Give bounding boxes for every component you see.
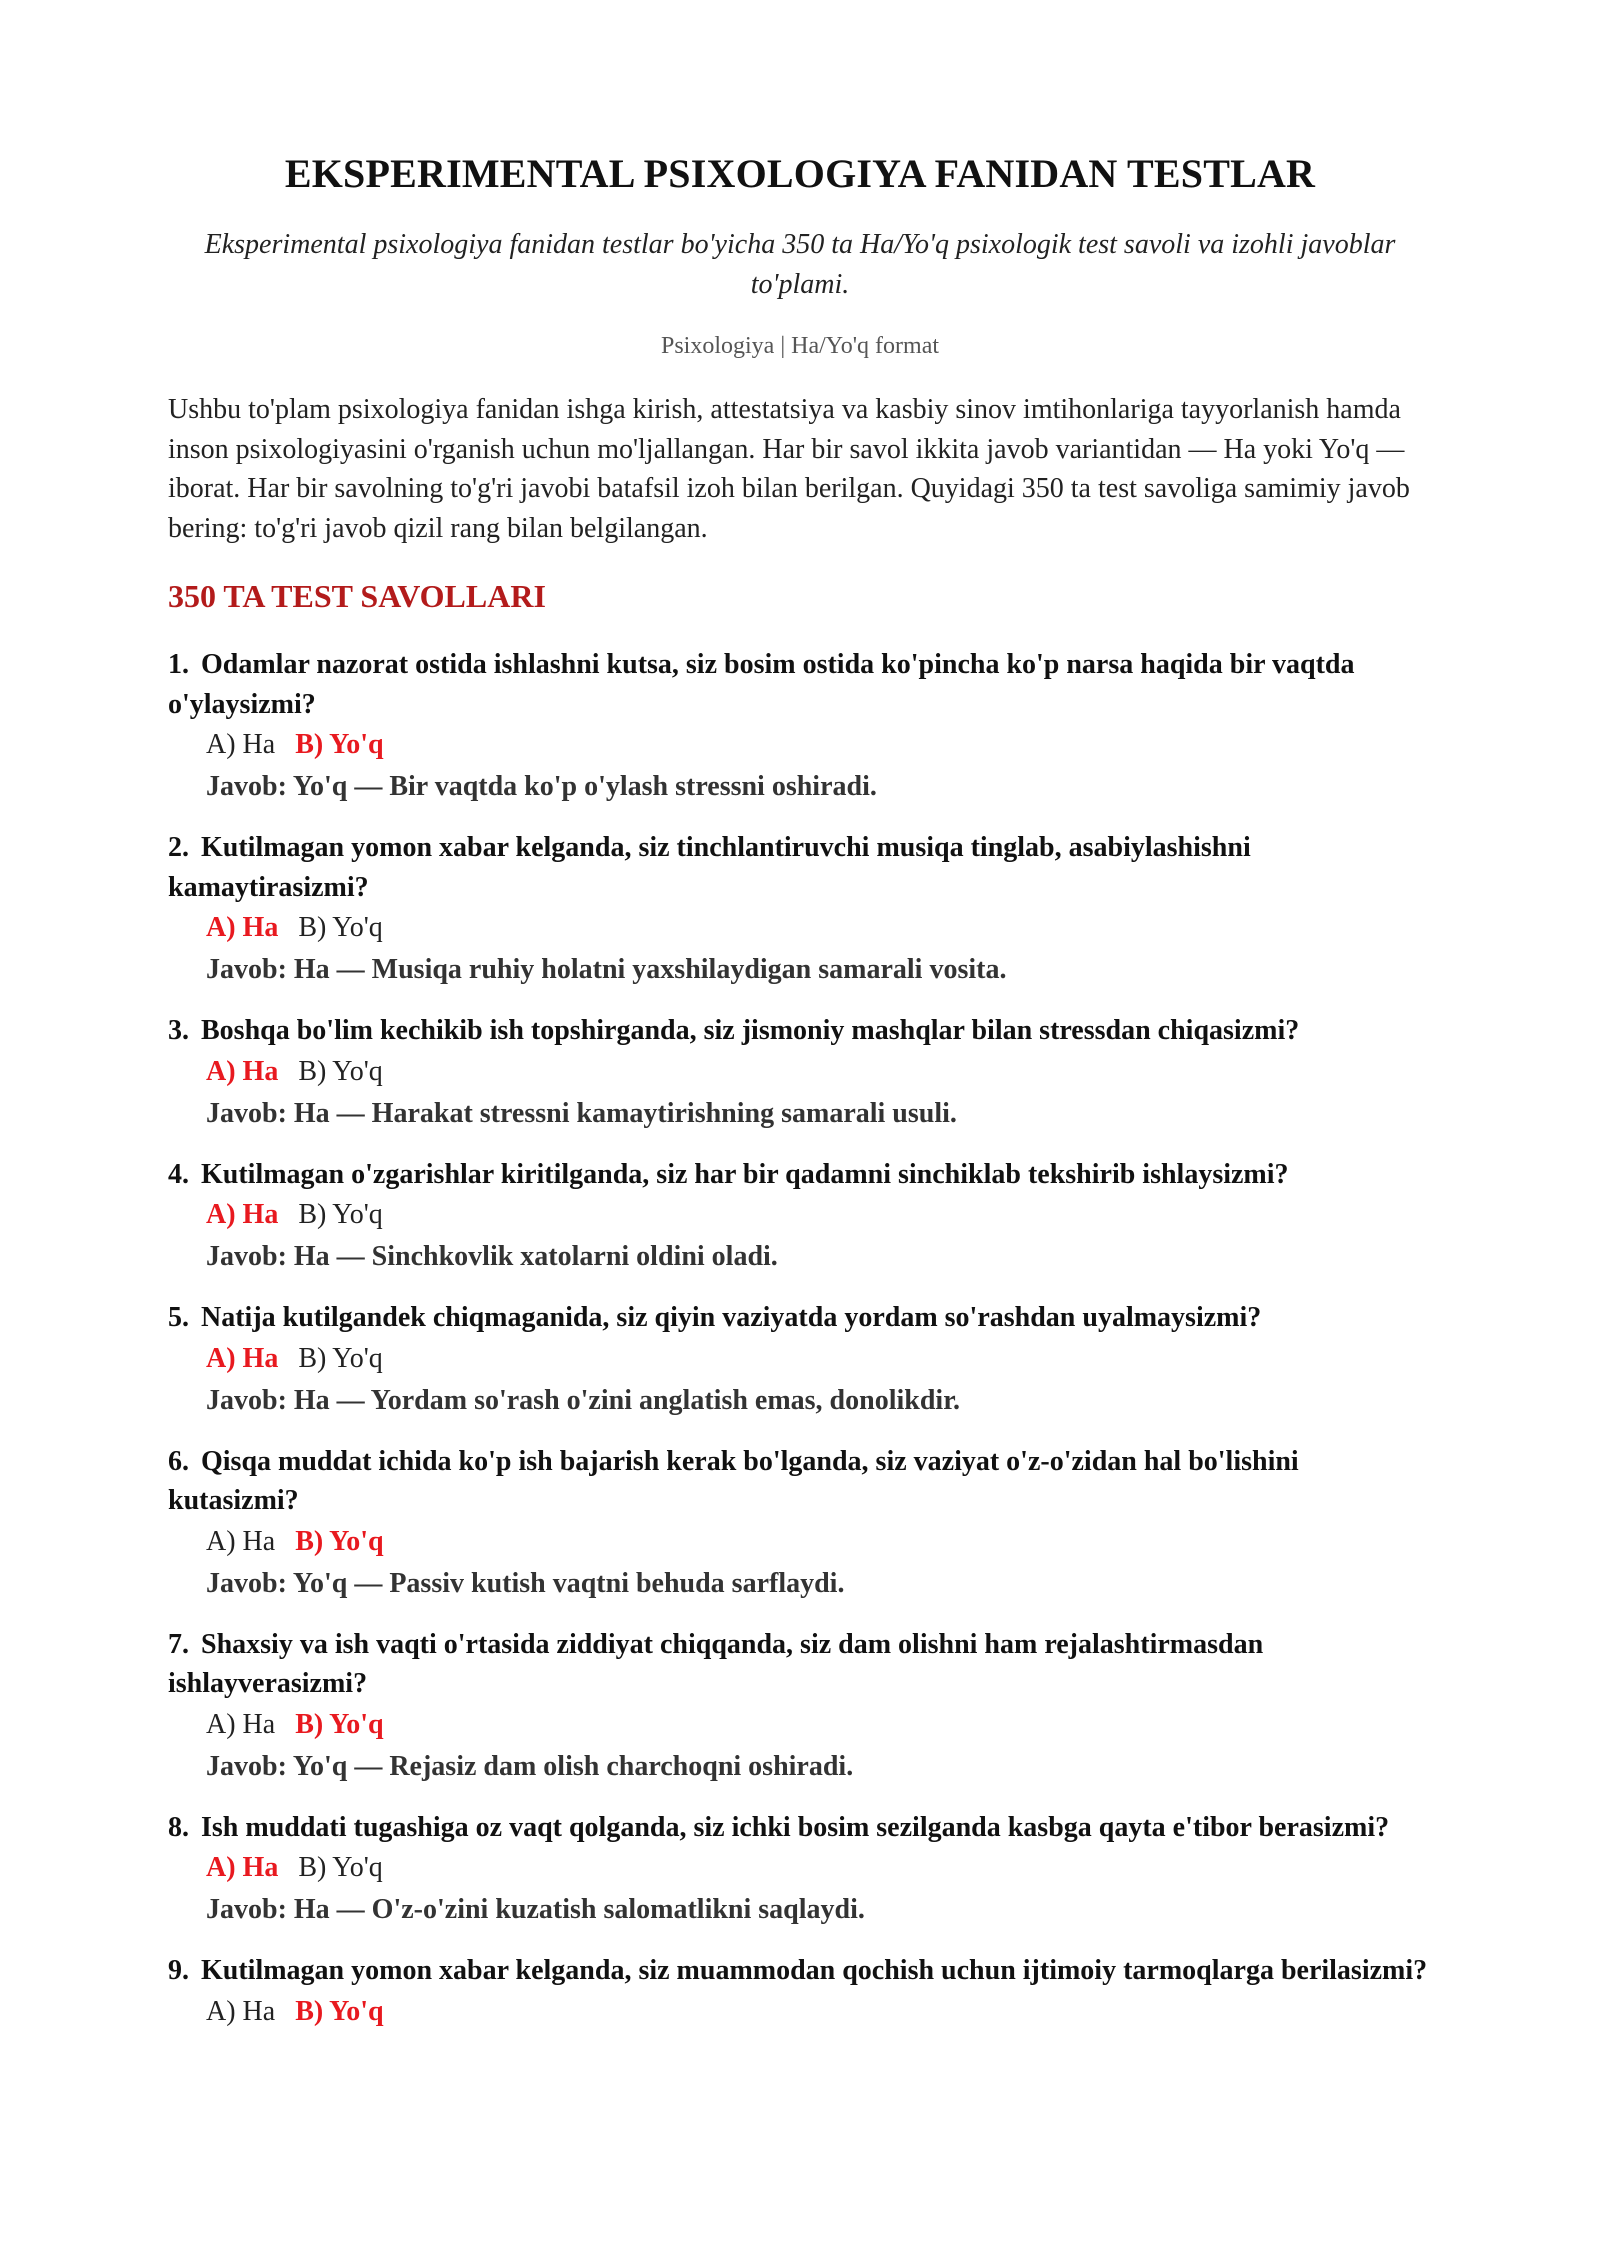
answer-options xyxy=(168,907,1432,949)
question-text-line xyxy=(168,828,1432,907)
question-item xyxy=(168,645,1432,808)
option-b[interactable]: B) Yo'q xyxy=(298,1055,383,1087)
answer-explanation: Javob: Yo'q — Bir vaqtda ko'p o'ylash stressni oshiradi. xyxy=(206,771,877,802)
question-item xyxy=(168,1625,1432,1788)
question-text-line xyxy=(168,1951,1432,1991)
question-text-line xyxy=(168,645,1432,724)
question-text-line xyxy=(168,1808,1432,1848)
answer-options xyxy=(168,1521,1432,1563)
document-title: EKSPERIMENTAL PSIXOLOGIYA FANIDAN TESTLAR xyxy=(284,151,1316,196)
answer-options xyxy=(168,1847,1432,1889)
question-text: Ish muddati tugashiga oz vaqt qolganda, siz ichki bosim sezilganda kasbga qayta e'tibor berasizmi? xyxy=(201,1811,1390,1843)
question-number: 2. xyxy=(168,832,189,863)
question-text: Kutilmagan yomon xabar kelganda, siz tinchlantiruvchi musiqa tinglab, asabiylashishni kamaytirasizmi? xyxy=(168,832,1251,903)
question-number: 7. xyxy=(168,1628,189,1660)
document-meta: Psixologiya | Ha/Yo'q format xyxy=(660,333,940,359)
question-text-line xyxy=(168,1298,1432,1338)
question-item xyxy=(168,828,1432,991)
option-a[interactable]: A) Ha xyxy=(206,1199,279,1230)
question-text-line xyxy=(168,1625,1432,1704)
question-list xyxy=(168,645,1432,2033)
document-subtitle: Eksperimental psixologiya fanidan testlar bo'yicha 350 ta Ha/Yo'q psixologik test savoli va izohli javoblar to'plami. xyxy=(204,229,1396,300)
question-number: 9. xyxy=(168,1955,189,1986)
question-item xyxy=(168,1808,1432,1932)
question-number: 8. xyxy=(168,1811,189,1843)
option-a[interactable]: A) Ha xyxy=(206,1055,279,1087)
question-text-line xyxy=(168,1442,1432,1521)
option-b[interactable]: B) Yo'q xyxy=(298,912,383,943)
question-item xyxy=(168,1155,1432,1279)
answer-explanation: Javob: Ha — Yordam so'rash o'zini anglatish emas, donolikdir. xyxy=(206,1384,961,1416)
option-b[interactable]: B) Yo'q xyxy=(295,729,384,760)
answer-options xyxy=(168,1194,1432,1236)
option-a[interactable]: A) Ha xyxy=(206,1708,276,1740)
question-number: 1. xyxy=(168,649,189,680)
section-title: 350 TA TEST SAVOLLARI xyxy=(168,578,546,614)
question-item xyxy=(168,1298,1432,1422)
question-text: Boshqa bo'lim kechikib ish topshirganda, siz jismoniy mashqlar bilan stressdan chiqasizmi? xyxy=(201,1015,1300,1046)
option-a[interactable]: A) Ha xyxy=(206,729,276,760)
answer-options xyxy=(168,1338,1432,1380)
option-b[interactable]: B) Yo'q xyxy=(295,1525,384,1557)
question-number: 6. xyxy=(168,1445,189,1477)
option-a[interactable]: A) Ha xyxy=(206,1525,276,1557)
answer-explanation: Javob: Ha — Musiqa ruhiy holatni yaxshilaydigan samarali vosita. xyxy=(206,954,1007,985)
question-item xyxy=(168,1011,1432,1135)
question-number: 3. xyxy=(168,1015,189,1046)
question-text: Kutilmagan yomon xabar kelganda, siz muammodan qochish uchun ijtimoiy tarmoqlarga berilasizmi? xyxy=(201,1955,1428,1986)
option-b[interactable]: B) Yo'q xyxy=(295,1995,384,2027)
question-text: Natija kutilgandek chiqmaganida, siz qiyin vaziyatda yordam so'rashdan uyalmaysizmi? xyxy=(201,1302,1262,1333)
question-text: Qisqa muddat ichida ko'p ish bajarish kerak bo'lganda, siz vaziyat o'z-o'zidan hal bo'lishini kutasizmi? xyxy=(168,1445,1299,1516)
option-b[interactable]: B) Yo'q xyxy=(298,1199,383,1230)
option-b[interactable]: B) Yo'q xyxy=(298,1852,383,1883)
answer-explanation: Javob: Yo'q — Rejasiz dam olish charchoqni oshiradi. xyxy=(206,1750,854,1782)
question-item xyxy=(168,1442,1432,1605)
answer-explanation: Javob: Yo'q — Passiv kutish vaqtni behuda sarflaydi. xyxy=(206,1567,845,1599)
question-text-line xyxy=(168,1011,1432,1051)
answer-explanation: Javob: Ha — Sinchkovlik xatolarni oldini oladi. xyxy=(206,1241,778,1272)
question-number: 4. xyxy=(168,1158,189,1190)
question-item xyxy=(168,1951,1432,2033)
option-a[interactable]: A) Ha xyxy=(206,912,279,943)
answer-options xyxy=(168,1051,1432,1093)
question-text: Kutilmagan o'zgarishlar kiritilganda, siz har bir qadamni sinchiklab tekshirib ishlaysizmi? xyxy=(201,1158,1289,1190)
answer-options xyxy=(168,724,1432,766)
question-text: Odamlar nazorat ostida ishlashni kutsa, siz bosim ostida ko'pincha ko'p narsa haqida bir vaqtda o'ylaysizmi? xyxy=(168,649,1355,720)
intro-paragraph: Ushbu to'plam psixologiya fanidan ishga kirish, attestatsiya va kasbiy sinov imtihonlariga tayyorlanish hamda inson psixologiyasini o'rganish uchun mo'ljallangan. Har bir savol ikkita javob variantidan — Ha yoki Yo'q — iborat. Har bir savolning to'g'ri javobi batafsil izoh bilan berilgan. Quyidagi 350 ta test savoliga samimiy javob bering: to'g'ri javob qizil rang bilan belgilangan. xyxy=(168,394,1410,544)
option-a[interactable]: A) Ha xyxy=(206,1852,279,1883)
answer-options xyxy=(168,1704,1432,1746)
option-b[interactable]: B) Yo'q xyxy=(298,1342,383,1374)
question-text-line xyxy=(168,1155,1432,1195)
question-text: Shaxsiy va ish vaqti o'rtasida ziddiyat chiqqanda, siz dam olishni ham rejalashtirmasdan ishlayverasizmi? xyxy=(168,1628,1264,1699)
answer-explanation: Javob: Ha — Harakat stressni kamaytirishning samarali usuli. xyxy=(206,1097,957,1129)
answer-options xyxy=(168,1991,1432,2033)
option-b[interactable]: B) Yo'q xyxy=(295,1708,384,1740)
option-a[interactable]: A) Ha xyxy=(206,1342,279,1374)
option-a[interactable]: A) Ha xyxy=(206,1995,276,2027)
answer-explanation: Javob: Ha — O'z-o'zini kuzatish salomatlikni saqlaydi. xyxy=(206,1894,865,1925)
question-number: 5. xyxy=(168,1302,189,1333)
